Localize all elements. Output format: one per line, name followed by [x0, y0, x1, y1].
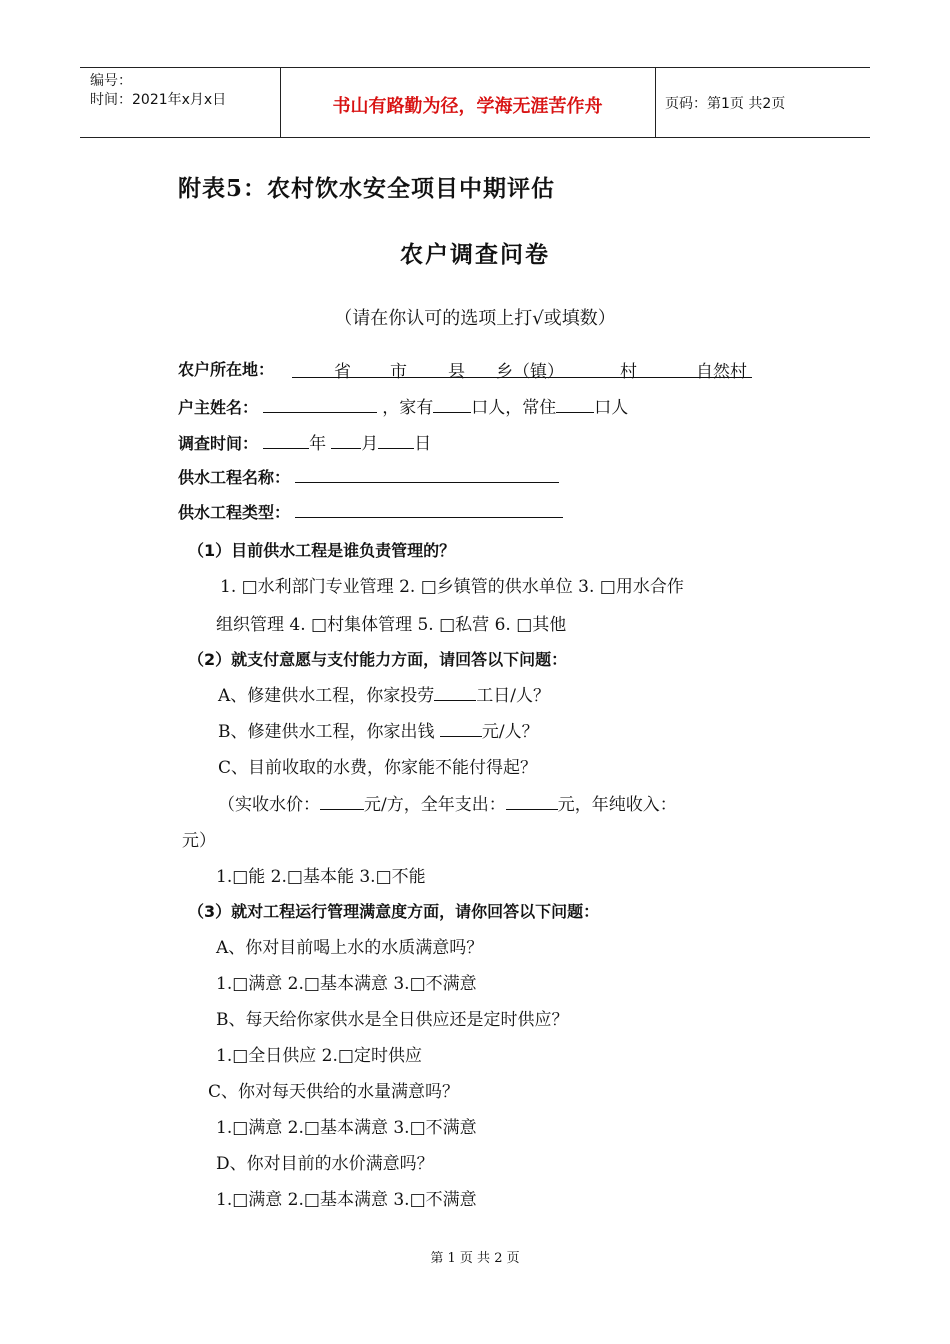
- price-label: （实收水价：: [218, 795, 320, 815]
- document-subtitle: 农户调查问卷: [400, 241, 550, 268]
- q3-d-options[interactable]: 1.□满意 2.□基本满意 3.□不满意: [216, 1190, 477, 1210]
- year-label: 年: [309, 434, 327, 454]
- project-type-label: 供水工程类型：: [178, 503, 291, 522]
- project-name-label: 供水工程名称：: [178, 468, 291, 487]
- project-type-blank[interactable]: [295, 501, 563, 518]
- expense-label: 元/方，全年支出：: [364, 795, 506, 815]
- day-blank[interactable]: [378, 432, 414, 449]
- q2-b-text: B、修建供水工程，你家出钱: [218, 722, 435, 742]
- day-label: 日: [414, 434, 432, 454]
- q2-a-unit: 工日/人？: [476, 686, 551, 706]
- month-label: 月: [361, 434, 379, 454]
- question-1: （1）目前供水工程是谁负责管理的？: [188, 541, 456, 560]
- month-blank[interactable]: [331, 432, 361, 449]
- labor-days-blank[interactable]: [434, 684, 476, 701]
- natural-village-label: 自然村: [696, 362, 747, 382]
- resident-count-blank[interactable]: [556, 396, 594, 413]
- instruction: （请在你认可的选项上打√或填数）: [334, 308, 616, 329]
- income-label: 元，年纯收入：: [557, 795, 677, 815]
- province-label: 省: [334, 362, 351, 382]
- q3-b: B、每天给你家供水是全日供应还是定时供应？: [216, 1010, 569, 1030]
- q2-a: [218, 681, 550, 706]
- location-field: [178, 357, 274, 380]
- page-label: 页码：第1页 共2页: [665, 96, 786, 112]
- householder-field: [178, 393, 628, 418]
- q3-d: D、你对目前的水价满意吗？: [216, 1154, 434, 1174]
- q3-a: A、你对目前喝上水的水质满意吗？: [216, 938, 484, 958]
- q1-options-line1[interactable]: 1. □水利部门专业管理 2. □乡镇管的供水单位 3. □用水合作: [220, 577, 684, 597]
- q2-options[interactable]: 1.□能 2.□基本能 3.□不能: [216, 867, 426, 887]
- expense-blank[interactable]: [506, 793, 558, 810]
- q2-detail: [218, 790, 677, 815]
- q2-b-unit: 元/人？: [481, 722, 539, 742]
- time-label: 时间：2021年x月x日: [90, 92, 227, 108]
- household-text: 口人: [594, 398, 629, 418]
- q3-a-options[interactable]: 1.□满意 2.□基本满意 3.□不满意: [216, 974, 477, 994]
- householder-label: 户主姓名：: [178, 398, 259, 417]
- township-label: 乡（镇）: [496, 362, 564, 382]
- page-footer: 第 1 页 共 2 页: [430, 1251, 520, 1266]
- survey-time-label: 调查时间：: [178, 434, 259, 453]
- header-meta: [90, 72, 226, 110]
- project-type-field: [178, 500, 563, 523]
- header-divider: [655, 68, 656, 137]
- q3-c: C、你对每天供给的水量满意吗？: [208, 1082, 460, 1102]
- q2-a-text: A、修建供水工程，你家投劳: [218, 686, 435, 706]
- project-name-field: [178, 465, 559, 488]
- document-title: 附表5：农村饮水安全项目中期评估: [178, 175, 556, 202]
- village-label: 村: [620, 362, 637, 382]
- motto: 书山有路勤为径，学海无涯苦作舟: [332, 96, 603, 117]
- household-size-blank[interactable]: [433, 396, 471, 413]
- project-name-blank[interactable]: [295, 466, 559, 483]
- location-blank[interactable]: [292, 357, 752, 382]
- location-label: 农户所在地：: [178, 360, 275, 379]
- number-label: 编号：: [90, 73, 132, 89]
- survey-time-field: [178, 429, 431, 454]
- household-text: ，家有: [382, 398, 434, 418]
- q2-c: C、目前收取的水费，你家能不能付得起？: [218, 758, 538, 778]
- price-blank[interactable]: [320, 793, 364, 810]
- household-text: 口人，常住: [471, 398, 557, 418]
- question-3: （3）就对工程运行管理满意度方面，请你回答以下问题：: [188, 902, 600, 921]
- q2-b: [218, 717, 539, 742]
- city-label: 市: [390, 362, 407, 382]
- question-2: （2）就支付意愿与支付能力方面，请回答以下问题：: [188, 650, 568, 669]
- householder-blank[interactable]: [263, 396, 377, 413]
- header-table: [80, 67, 870, 138]
- money-blank[interactable]: [440, 720, 482, 737]
- q3-c-options[interactable]: 1.□满意 2.□基本满意 3.□不满意: [216, 1118, 477, 1138]
- county-label: 县: [448, 362, 465, 382]
- q2-detail-end: 元）: [182, 831, 216, 851]
- q3-b-options[interactable]: 1.□全日供应 2.□定时供应: [216, 1046, 422, 1066]
- year-blank[interactable]: [263, 432, 309, 449]
- q1-options-line2[interactable]: 组织管理 4. □村集体管理 5. □私营 6. □其他: [216, 615, 567, 635]
